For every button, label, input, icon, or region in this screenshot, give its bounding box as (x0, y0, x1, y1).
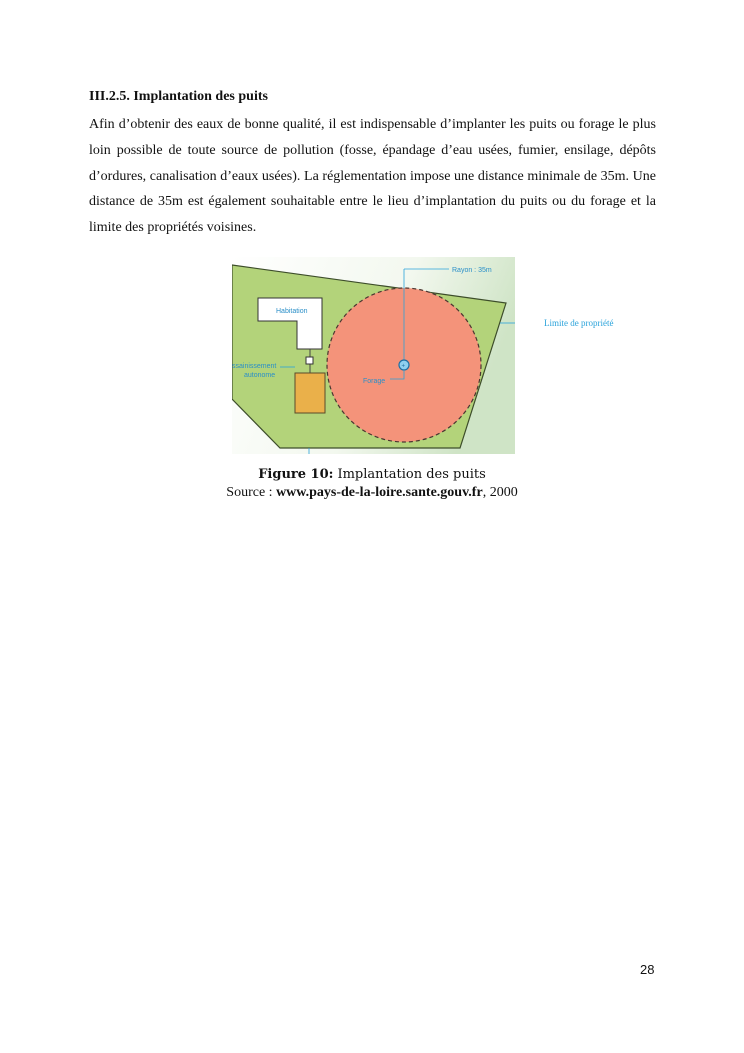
radius-label: Rayon : 35m (452, 267, 492, 274)
source-suffix: , 2000 (482, 485, 518, 500)
well-placement-figure (232, 257, 515, 454)
septic-tank (295, 373, 325, 413)
property-limit-label (544, 318, 613, 328)
septic-label-line2: autonome (244, 372, 276, 379)
forage-label: Forage (363, 378, 386, 385)
figure-caption (0, 467, 744, 482)
inspection-box (306, 357, 313, 364)
section-paragraph: Afin d’obtenir des eaux de bonne qualité, il est indispensable d’implanter les puits ou forage le plus loin possible de toute source de pollution (fosse, épandage d’eau usées, fumier, ensilage, dépôts d’ordures, canalisation d’eaux usées). La réglementation impose une distance minimale de 35m. Une distance de 35m est également souhaitable entre le lieu d’implantation du puits ou du forage et la limite des propriétés voisines. (89, 117, 656, 236)
section-heading: III.2.5. Implantation des puits (89, 89, 268, 104)
page-number: 28 (640, 962, 655, 977)
figure-caption-title: Implantation des puits (337, 467, 486, 482)
figure-source (0, 485, 744, 501)
habitation-label: Habitation (276, 308, 308, 315)
source-prefix: Source : (226, 485, 277, 500)
septic-label-line1: ssainissement (232, 363, 277, 370)
figure-caption-label: Figure 10: (258, 467, 334, 482)
well-placement-diagram (232, 257, 515, 454)
well-marker-plus: + (401, 363, 406, 370)
source-url: www.pays-de-la-loire.sante.gouv.fr (276, 485, 483, 500)
property-limit-text: Limite de propriété (544, 318, 614, 328)
